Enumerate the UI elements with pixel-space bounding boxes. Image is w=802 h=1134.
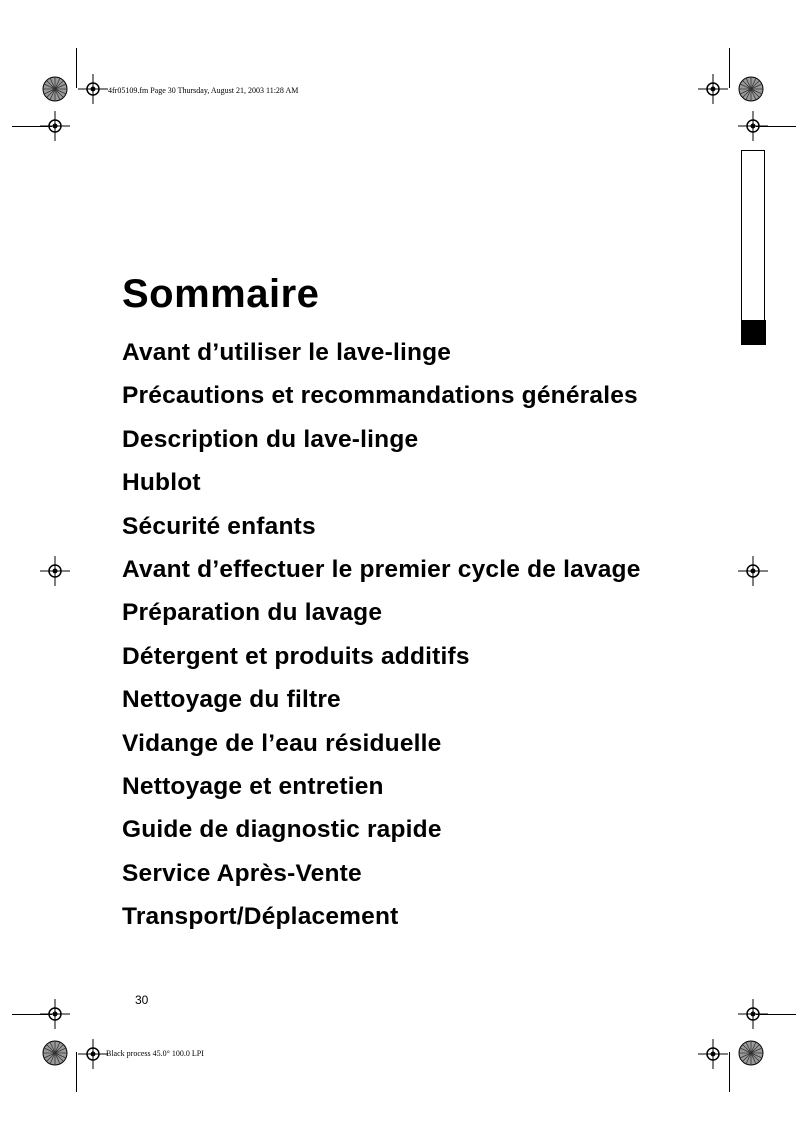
crop-line-top-left-horizontal — [12, 126, 52, 127]
crop-line-bottom-left-vertical — [76, 1052, 77, 1092]
header-slug: 4fr05109.fm Page 30 Thursday, August 21, 2003 11:28 AM — [108, 86, 299, 95]
crop-line-top-right-horizontal — [756, 126, 796, 127]
toc-item: Nettoyage du filtre — [122, 686, 341, 714]
toc-item: Nettoyage et entretien — [122, 772, 384, 800]
crosshair-mark-top-right-a — [698, 74, 728, 104]
toc-item: Service Après-Vente — [122, 859, 362, 887]
toc-item: Transport/Déplacement — [122, 903, 399, 931]
toc-item: Détergent et produits additifs — [122, 642, 470, 670]
page-number: 30 — [135, 993, 149, 1007]
toc-item: Sécurité enfants — [122, 512, 316, 540]
toc-item: Avant d’utiliser le lave-linge — [122, 339, 452, 366]
crosshair-mark-middle-left — [40, 556, 70, 586]
toc-item: Description du lave-linge — [122, 425, 419, 453]
starburst-mark-bottom-left — [42, 1040, 68, 1066]
toc-item: Avant d’effectuer le premier cycle de lavage — [122, 555, 641, 583]
toc-item: Préparation du lavage — [122, 599, 383, 627]
toc-item: Précautions et recommandations générales — [122, 382, 638, 410]
crosshair-mark-middle-right — [738, 556, 768, 586]
crop-line-bottom-right-vertical — [729, 1052, 730, 1092]
starburst-mark-bottom-right — [738, 1040, 764, 1066]
table-of-contents — [122, 336, 641, 943]
toc-item: Hublot — [122, 469, 201, 497]
crop-line-top-right-vertical — [729, 48, 730, 88]
footer-slug: Black process 45.0° 100.0 LPI — [106, 1049, 204, 1058]
crop-line-top-left-vertical — [76, 48, 77, 88]
crosshair-mark-bottom-right-b — [698, 1039, 728, 1069]
crop-line-bottom-right-horizontal — [756, 1014, 796, 1015]
crop-line-bottom-left-horizontal — [12, 1014, 52, 1015]
thumb-tab-frame — [741, 150, 765, 320]
starburst-mark-top-right — [738, 76, 764, 102]
crosshair-mark-top-left-a — [78, 74, 108, 104]
crosshair-mark-bottom-left-b — [78, 1039, 108, 1069]
page-title: Sommaire — [122, 272, 320, 316]
thumb-tab-marker — [741, 320, 766, 345]
starburst-mark-top-left — [42, 76, 68, 102]
toc-item: Guide de diagnostic rapide — [122, 816, 442, 844]
toc-item: Vidange de l’eau résiduelle — [122, 729, 442, 757]
